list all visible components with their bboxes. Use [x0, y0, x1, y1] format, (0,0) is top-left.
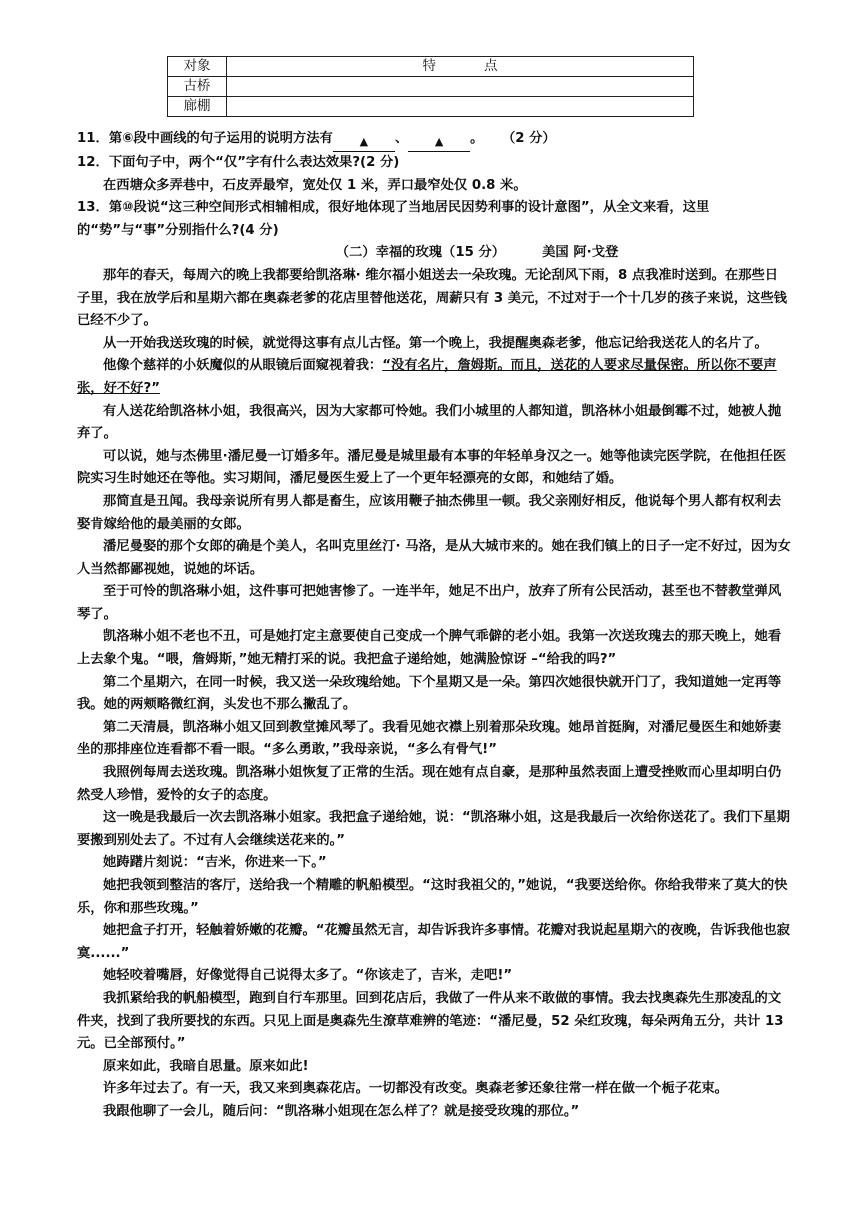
paragraph: 他像个慈祥的小妖魔似的从眼镜后面窥视着我：“没有名片，詹姆斯。而且，送花的人要求尽量保密。所以你不要声张，好不好?” [77, 358, 777, 396]
answer-blank-1[interactable]: ▲ [333, 133, 395, 152]
exam-content [77, 128, 791, 1124]
table-row-label-bridge: 古桥 [168, 77, 227, 97]
table-cell-empty[interactable] [227, 97, 694, 117]
question-12-quote: 在西塘众多弄巷中，石皮弄最窄，宽处仅 1 米，弄口最窄处仅 0.8 米。 [103, 177, 527, 193]
score-label: （2 分） [501, 131, 556, 146]
question-11: 11．第⑥段中画线的句子运用的说明方法有 ▲ 、 ▲ 。 （2 分） [77, 128, 791, 152]
paragraph: 那简直是丑闻。我母亲说所有男人都是畜生，应该用鞭子抽杰佛里一顿。我父亲刚好相反，他说每个男人都有权利去娶肯嫁给他的最美丽的女郎。 [77, 493, 782, 532]
paragraph: 原来如此，我暗自思量。原来如此! [103, 1058, 309, 1074]
paragraph: 第二个星期六，在同一时候，我又送一朵玫瑰给她。下个星期又是一朵。第四次她很快就开门了，我知道她一定再等我。她的两颊略微红润，头发也不那么撇乱了。 [77, 674, 782, 713]
paragraph: 我照例每周去送玫瑰。凯洛琳小姐恢复了正常的生活。现在她有点自豪，是那种虽然表面上遭受挫败而心里却明白仍然受人珍惜，爱怜的女子的态度。 [77, 765, 782, 803]
paragraph: 从一开始我送玫瑰的时候，就觉得这事有点儿古怪。第一个晚上，我提醒奥森老爹，他忘记给我送花人的名片了。 [103, 335, 768, 351]
paragraph: 我跟他聊了一会儿，随后问：“凯洛琳小姐现在怎么样了？就是接受玫瑰的那位。” [103, 1103, 580, 1119]
table-row [168, 77, 694, 97]
paragraph: 潘尼曼娶的那个女郎的确是个美人，名叫克里丝汀· 马洛，是从大城市来的。她在我们镇上的日子一定不好过，因为女人当然都鄙视她，说她的坏话。 [77, 539, 791, 577]
author: 美国 阿·戈登 [542, 245, 619, 261]
paragraph: 她踌躇片刻说：“吉米，你进来一下。” [103, 855, 327, 871]
table-header-object: 对象 [168, 57, 227, 77]
paragraph: 她把盒子打开，轻触着娇嫩的花瓣。“花瓣虽然无言，却告诉我许多事情。花瓣对我说起星期六的夜晚，告诉我他也寂寞......” [77, 923, 790, 961]
paragraph: 我抓紧给我的帆船模型，跑到自行车那里。回到花店后，我做了一件从来不敢做的事情。我去找奥森先生那凌乱的文件夹，找到了我所要找的东西。只见上面是奥森先生潦草难辨的笔迹：“潘尼曼，52 朵红玫瑰，每朵两角五分，共计 13 元。已全部预付。” [77, 990, 784, 1052]
paragraph: 第二天清晨，凯洛琳小姐又回到教堂摊风琴了。我看见她衣襟上别着那朵玫瑰。她昂首挺胸，对潘尼曼医生和她娇妻坐的那排座位连看都不看一眼。“多么勇敢，”我母亲说，“多么有骨气!” [77, 719, 782, 758]
table-row-label-corridor: 廊棚 [168, 97, 227, 117]
section-title: （二）幸福的玫瑰（15 分） 美国 阿·戈登 [335, 245, 619, 261]
question-13: 13．第⑩段说“这三种空间形式相辅相成，很好地体现了当地居民因势利事的设计意图”，从全文来看，这里 [77, 200, 710, 216]
question-number: 12． [77, 155, 109, 170]
underlined-sentence: “没有名片，詹姆斯。而且，送花的人要求尽量保密。所以你不要声张，好不好?” [77, 358, 777, 396]
paragraph: 她轻咬着嘴唇，好像觉得自己说得太多了。“你该走了，吉米，走吧!” [103, 968, 513, 984]
table-cell-empty[interactable] [227, 77, 694, 97]
question-number: 13． [77, 200, 109, 216]
paragraph: 可以说，她与杰佛里·潘尼曼一订婚多年。潘尼曼是城里最有本事的年轻单身汉之一。她等他读完医学院，在他担任医院实习生时她还在等他。实习期间，潘尼曼医生爱上了一个更年轻漂亮的女郎，和她结了婚。 [77, 448, 787, 487]
paragraph: 至于可怜的凯洛琳小姐，这件事可把她害惨了。一连半年，她足不出户，放弃了所有公民活动，甚至也不替教堂弹风琴了。 [77, 584, 782, 622]
answer-blank-2[interactable]: ▲ [408, 133, 470, 152]
paragraph: 她把我领到整洁的客厅，送给我一个精雕的帆船模型。“这时我祖父的，”她说，“我要送给你。你给我带来了莫大的快乐，你和那些玫瑰。” [77, 878, 788, 916]
table-row [168, 97, 694, 117]
paragraph: 许多年过去了。有一天，我又来到奥森花店。一切都没有改变。奥森老爹还象往常一样在做一个栀子花束。 [103, 1081, 728, 1097]
features-table [167, 56, 694, 117]
table-header-feature: 特 点 [227, 57, 694, 77]
question-13-cont: 的“势”与“事”分别指什么?(4 分) [77, 222, 279, 238]
question-number: 11． [77, 131, 109, 146]
paragraph: 有人送花给凯洛林小姐，我很高兴，因为大家都可怜她。我们小城里的人都知道，凯洛林小姐最倒霉不过，她被人抛弃了。 [77, 403, 782, 442]
question-12: 12．下面句子中，两个“仅”字有什么表达效果?(2 分) [77, 155, 400, 170]
table-header-row [168, 57, 694, 77]
paragraph: 凯洛琳小姐不老也不丑，可是她打定主意要使自己变成一个脾气乖僻的老小姐。我第一次送玫瑰去的那天晚上，她看上去象个鬼。“喂，詹姆斯，”她无精打采的说。我把盒子递给她，她满脸惊讶 –“给我的吗?” [77, 629, 782, 668]
paragraph: 这一晚是我最后一次去凯洛琳小姐家。我把盒子递给她，说：“凯洛琳小姐，这是我最后一次给你送花了。我们下星期要搬到别处去了。不过有人会继续送花来的。” [77, 810, 790, 848]
paragraph: 那年的春天，每周六的晚上我都要给凯洛琳· 维尔福小姐送去一朵玫瑰。无论刮风下雨，8 点我准时送到。在那些日子里，我在放学后和星期六都在奥森老爹的花店里替他送花，周薪只有 3 美元，不过对于一个十几岁的孩子来说，这些钱已经不少了。 [77, 267, 787, 329]
